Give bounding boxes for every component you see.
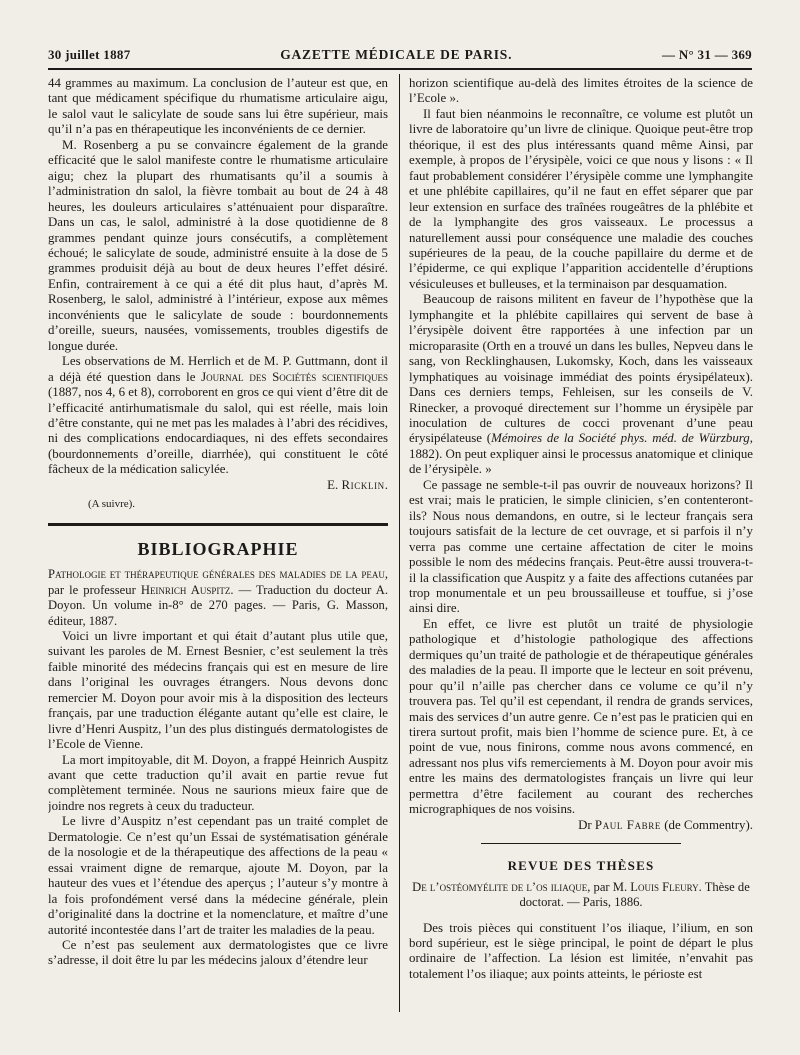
signature-name: Ricklin: [341, 477, 385, 492]
paragraph: Des trois pièces qui constituent l’os iliaque, l’ilium, en son bord supérieur, est le siège principal, le point de départ le plus ordinaire de l’affection. La lésion est limitée, n’envahit pas totalement l’os iliaque; aux points atteints, le périoste est: [409, 920, 753, 981]
paragraph: [48, 354, 388, 478]
left-column: [48, 76, 388, 1016]
section-title-revue-des-theses: REVUE DES THÈSES: [507, 858, 655, 874]
paragraph: Ce passage ne semble-t-il pas ouvrir de nouveaux horizons? Il est vrai; mais le praticien, le simple clinicien, s’en contenteront-ils? Nous nous demandons, en outre, si le lecteur français sera toujours satisfait de la lecture de cet ouvrage, et si parfois il n’y verra pas comme une certaine affectation de citer le moins possible le nom des médecins français. Peut-être aussi trouvera-t-il la classification que Auspitz y a faite des affections cutanées par trop monumentale et un peu broussailleuse et touffue, si j’ose ainsi dire.: [409, 477, 753, 616]
review-signature: [409, 818, 753, 833]
paragraph: horizon scientifique au-delà des limites étroites de la science de l’Ecole ».: [409, 76, 753, 106]
thesis-details: . Thèse de doctorat. — Paris, 1886.: [519, 879, 750, 910]
paragraph: 44 grammes au maximum. La conclusion de l’auteur est que, en tant que médicament spécifique du rhumatisme articulaire aigu, le salol vaut le salicylate de soude sans lui être supérieur, mais qu’il n’a pas en thérapeutique les inconvénients de ce dernier.: [48, 76, 388, 137]
paragraph: En effet, ce livre est plutôt un traité de physiologie pathologique et d’histologie pathologique des affections dermiques qu’un traité de pathologie et de thérapeutique générales des maladies de la peau. Il importe que le lecteur en soit prévenu, pour qu’il n’aille pas chercher dans ce volume ce qu’il n’y trouvera pas. Tel qu’il est cependant, il rendra de grands services, mais des services d’un autre genre. Ce n’est pas le praticien qui en tirera surtout profit, mais bien l’homme de science pure. Et, à ce point de vue, nous finirons, comme nous avons commencé, en adressant nos plus vifs remerciements à M. Doyon pour avoir mis entre les mains des dermatologistes français un livre qui leur permettra d’être facilement au courant des recherches micrographiques de nos voisins.: [409, 616, 753, 817]
header-date: 30 juillet 1887: [48, 47, 131, 62]
text-span: (1887, nos 4, 6 et 8), corroborent en gros ce qui vient d’être dit de l’efficacité antirhumatismale du salol, qui est réelle, mais loin d’être constante, qui ne met pas les malades à l’abri des récidives, ni des complications endocardiaques, ni des effets secondaires (bourdonnements d’oreille, diarrhée), qui constituent le côté fâcheux de la médication salicylée.: [48, 385, 388, 477]
signature-end: .: [384, 477, 388, 492]
header-issue: — N° 31 —: [661, 47, 729, 62]
signature-name: Paul Fabre: [594, 817, 661, 832]
signature-place: (de Commentry).: [660, 817, 753, 832]
signature-title: Dr: [578, 817, 595, 832]
paragraph: Ce n’est pas seulement aux dermatologistes que ce livre s’adresse, il doit être lu par les médecins jaloux d’étendre leur: [48, 938, 388, 968]
right-column: [409, 76, 753, 1016]
book-title: Pathologie et thérapeutique générales des maladies de la peau: [48, 567, 385, 582]
article-signature: [48, 478, 388, 493]
text-span: Beaucoup de raisons militent en faveur de l’hypothèse que la lymphangite et la phlébite capillaires qui servent de base à l’érysipèle doivent être rapportées à une infection par un microparasite (Orth en a trouvé un dans les bulles, Nepveu dans le sang, von Recklinghausen, Lukomsky, Koch, dans les vaisseaux lymphatiques au voisinage immédiat des points érysipélateux). Dans ces derniers temps, Fehleisen, sur les conseils de V. Rinecker, a provoqué directement sur l’homme un érysipèle par inoculation de cultures de cocci provenant d’une peau érysipélateuse (: [409, 292, 753, 446]
book-author: Heinrich Auspitz: [140, 582, 231, 597]
signature-initial: E.: [327, 477, 342, 492]
continued-note: (A suivre).: [88, 498, 136, 511]
text-span: , par le professeur: [48, 567, 388, 597]
book-publication: . — Traduction du docteur A. Doyon. Un volume in-8° de 270 pages. — Paris, G. Masson, éditeur, 1887.: [48, 582, 388, 628]
journal-citation: Mémoires de la Société phys. méd. de Würzburg: [491, 431, 750, 446]
header-title: GAZETTE MÉDICALE DE PARIS.: [280, 47, 513, 62]
paragraph: La mort impitoyable, dit M. Doyon, a frappé Heinrich Auspitz avant que cette traduction qu’il avait en partie revue fut complètement terminée. Nous ne saurions mieux faire que de joindre nos regrets à ceux du traducteur.: [48, 752, 388, 813]
thesis-author: Louis Fleury: [630, 879, 699, 894]
journal-name: Journal des Sociétés scientifiques: [201, 369, 388, 384]
section-divider: [48, 523, 388, 526]
text-span: , par M.: [587, 879, 631, 894]
header-issue-page: [662, 47, 752, 63]
paragraph: M. Rosenberg a pu se convaincre également de la grande efficacité que le salol manifeste contre le rhumatisme articulaire aigu; chez la plupart des rhumatisants qu’il a soumis à l’administration dn salol, la fièvre tombait au bout de 24 à 48 heures, les douleurs articulaires s’atténuaient pour disparaître. Dans un cas, le salol, administré à la dose quotidienne de 8 grammes pendant quinze jours consécutifs, a complètement échoué; le salicylate de soude, administré ensuite à la dose de 5 grammes produisit déjà au bout de deux heures l’effet désiré. Enfin, contrairement à ce qui a été dit plus haut, d’après M. Rosenberg, le salol, administré à l’intérieur, expose aux mêmes inconvénients que le salicylate de soude : bourdonnements d’oreille, sueurs, nausées, vomissements, troubles digestifs de longue durée.: [48, 137, 388, 353]
section-title-bibliographie: BIBLIOGRAPHIE: [137, 538, 299, 559]
text-span: , 1882). On peut expliquer ainsi le processus anatomique et clinique de l’érysipèle. »: [409, 431, 753, 477]
paragraph: [409, 292, 753, 477]
header-rule: [48, 68, 752, 70]
page-header: [48, 44, 752, 66]
book-reference: [48, 567, 388, 629]
thesis-reference: [409, 880, 753, 911]
column-divider: [399, 74, 400, 1012]
paragraph: Voici un livre important et qui était d’autant plus utile que, suivant les paroles de M. Ernest Besnier, c’est seulement la très faible minorité des médecins français qui est en mesure de lire dans l’original les ouvrages étrangers. Nous devons donc remercier M. Doyon pour avoir mis à la disposition des lecteurs français, par une traduction élégante autant qu’elle est claire, le livre d’Henri Auspitz, l’un des plus distingués dermatologistes de l’Ecole de Vienne.: [48, 628, 388, 752]
thesis-title: De l’ostéomyélite de l’os iliaque: [412, 879, 588, 894]
paragraph: Il faut bien néanmoins le reconnaître, ce volume est plutôt un livre de laboratoire qu’un livre de clinique. Quoique peut-être trop théorique, il est des plus intéressants quand même Ainsi, par exemple, à propos de l’érysipèle, voici ce que nous y lisons : « Il faut probablement considérer l’érysipèle comme une lymphangite et une phlébite capillaires, qu’il ne faut en effet séparer que par leur extension en surface des traînées rougeâtres de la phlébite et de la lymphangite des gros vaisseaux. Le processus a naturellement aussi pour conséquence une maladie des couches supérieures de la peau, de la couche papillaire du derme et de l’épiderme, ce qui explique l’apparition accidentelle d’éruptions vésiculeuses et bulleuses, et la terminaison par desquamation.: [409, 106, 753, 291]
section-divider: [481, 843, 681, 844]
text-span: Les observations de M. Herrlich et de M. P. Guttmann, dont il a déjà été question dans le: [48, 354, 388, 384]
paragraph: Le livre d’Auspitz n’est cependant pas un traité complet de Dermatologie. Ce n’est qu’un Essai de systématisation générale de la nosologie et de la thérapeutique des affections de la peau « essai vraiment digne de remarque, ajoute M. Doyon, par la hauteur des vues et l’étendue des aperçus ; l’auteur s’y montre à la fois profondément versé dans la médecine générale, plein d’originalité dans la doctrine et la nomenclature, et maître d’une autorité incontestée dans l’art de traiter les maladies de la peau.: [48, 814, 388, 937]
header-page-number: 369: [731, 47, 752, 62]
